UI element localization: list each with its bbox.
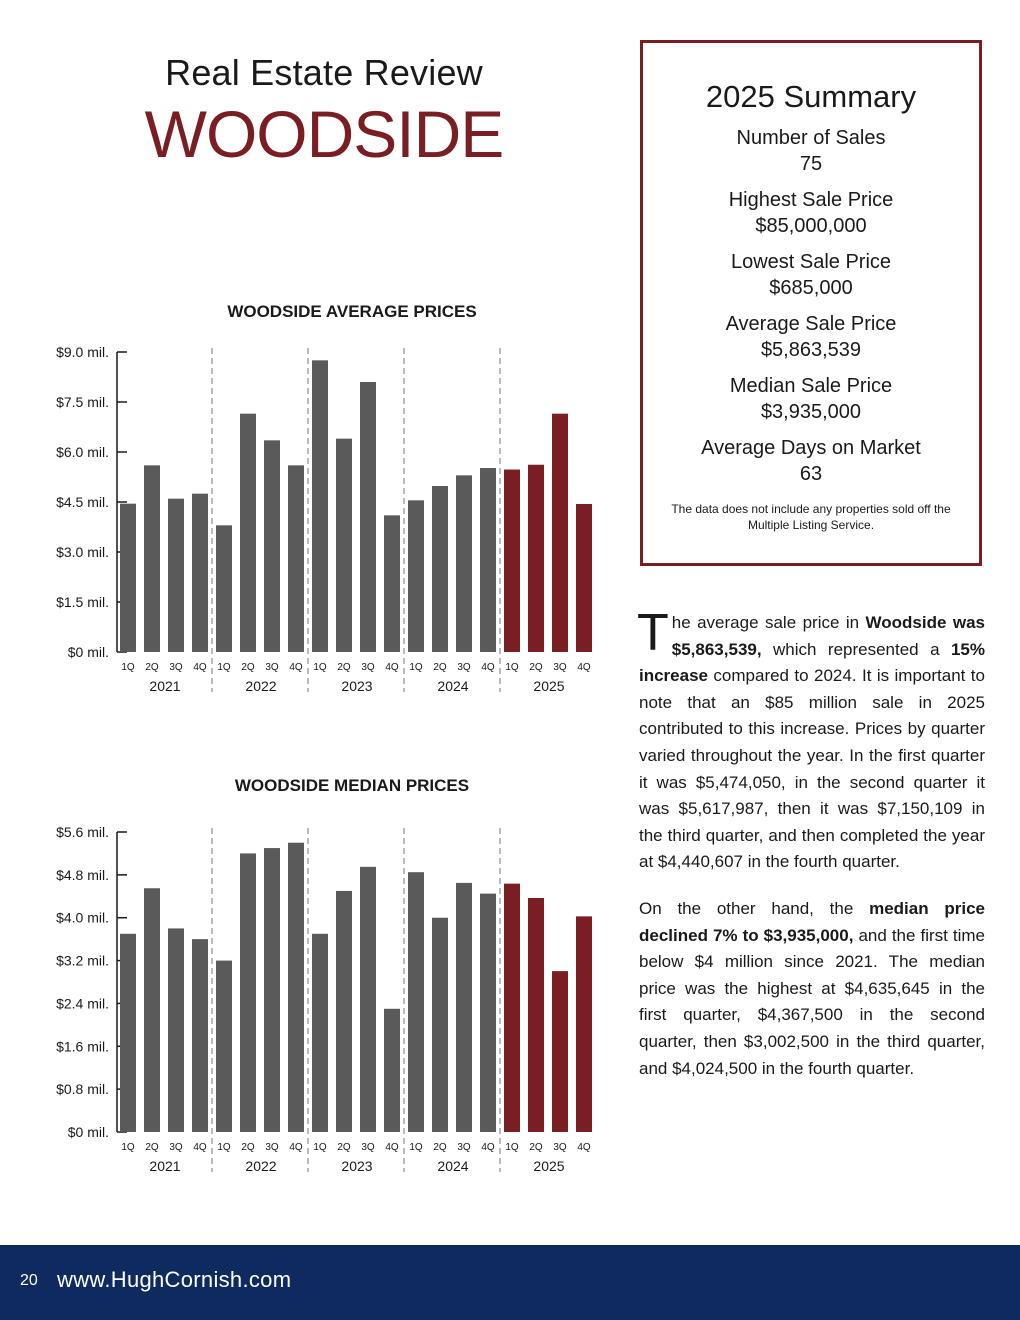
x-tick-label: 4Q (193, 662, 207, 673)
bar (456, 883, 472, 1132)
bar (192, 939, 208, 1132)
text-run: he average sale price in (671, 613, 866, 632)
bar (336, 439, 352, 652)
bar (312, 934, 328, 1132)
bar (504, 470, 520, 652)
bar (120, 504, 136, 652)
bar (432, 486, 448, 652)
bar (192, 494, 208, 652)
x-tick-label: 1Q (121, 662, 135, 673)
x-tick-label: 3Q (169, 1142, 183, 1153)
y-tick-label: $4.5 mil. (56, 494, 109, 510)
bold-run: 15% increase (639, 639, 985, 686)
y-tick-label: $1.5 mil. (56, 594, 109, 610)
median-prices-chart (0, 820, 610, 1185)
stat-value: $685,000 (769, 277, 853, 299)
stat-label: Average Days on Market (701, 437, 921, 459)
bar (168, 499, 184, 652)
stat-median-sale-price (643, 373, 979, 425)
x-tick-label: 3Q (553, 1142, 567, 1153)
summary-note: The data does not include any properties sold off the Multiple Listing Service. (671, 502, 951, 532)
y-tick-label: $3.0 mil. (56, 544, 109, 560)
bar (528, 898, 544, 1132)
article-paragraph-1 (637, 604, 986, 876)
bar (168, 928, 184, 1132)
bar (360, 382, 376, 652)
y-tick-label: $6.0 mil. (56, 444, 109, 460)
stat-value: 63 (799, 463, 823, 485)
bar (336, 891, 352, 1132)
bar (384, 1009, 400, 1132)
text-run: and the first time below $4 million since 2021. The median price was the highest at $4,635,645 in the first quarter, $4,367,500 in the second quarter, then $3,002,500 in the third quarter, and $4,024,500 in the fourth quarter. (639, 925, 985, 1078)
summary-title: 2025 Summary (705, 79, 917, 114)
bar (144, 888, 160, 1132)
bar (576, 504, 592, 652)
x-tick-label: 3Q (265, 1142, 279, 1153)
y-tick-label: $0.8 mil. (56, 1081, 109, 1098)
x-group-label: 2022 (245, 678, 277, 694)
x-tick-label: 1Q (217, 662, 231, 673)
x-tick-label: 1Q (505, 662, 519, 673)
y-tick-label: $3.2 mil. (56, 952, 109, 969)
x-group-label: 2023 (341, 1158, 373, 1174)
stat-label: Highest Sale Price (728, 189, 894, 211)
x-tick-label: 4Q (481, 1142, 495, 1153)
x-tick-label: 4Q (385, 1142, 399, 1153)
y-tick-label: $2.4 mil. (56, 995, 109, 1012)
y-tick-label: $0 mil. (67, 1124, 109, 1140)
bar (480, 468, 496, 652)
bold-run: Woodside was $5,863,539, (671, 613, 986, 659)
stat-number-of-sales (643, 125, 979, 177)
y-tick-label: $4.8 mil. (56, 866, 109, 883)
x-tick-label: 4Q (481, 662, 495, 673)
x-tick-label: 4Q (289, 1142, 303, 1153)
stat-highest-sale-price (643, 187, 979, 239)
bar (120, 934, 136, 1132)
median-chart-title: WOODSIDE MEDIAN PRICES (234, 776, 470, 795)
x-tick-label: 1Q (217, 1142, 231, 1153)
x-tick-label: 3Q (457, 662, 471, 673)
bold-run: median price declined 7% to $3,935,000, (639, 898, 985, 945)
text-run: On the other hand, the (639, 898, 870, 918)
stat-lowest-sale-price (643, 249, 979, 301)
drop-cap: T (637, 604, 669, 662)
text-run: which represented a (761, 639, 951, 659)
y-tick-label: $9.0 mil. (56, 344, 109, 360)
x-tick-label: 4Q (289, 662, 303, 673)
x-tick-label: 3Q (553, 662, 567, 673)
x-tick-label: 4Q (577, 1142, 591, 1153)
bar (408, 500, 424, 652)
average-chart-title: WOODSIDE AVERAGE PRICES (227, 302, 477, 321)
x-group-label: 2021 (149, 1158, 181, 1174)
bar (504, 884, 520, 1132)
stat-label: Average Sale Price (725, 313, 897, 335)
bar (216, 525, 232, 652)
footer-bar (0, 1245, 1020, 1320)
page-subtitle: Real Estate Review (165, 52, 483, 93)
x-tick-label: 2Q (337, 662, 351, 673)
y-tick-label: $0 mil. (67, 644, 109, 660)
x-tick-label: 2Q (241, 1142, 255, 1153)
summary-box (640, 40, 982, 566)
x-group-label: 2025 (533, 1158, 565, 1174)
x-tick-label: 4Q (193, 1142, 207, 1153)
bar (552, 414, 568, 652)
x-tick-label: 2Q (529, 1142, 543, 1153)
stat-label: Lowest Sale Price (730, 251, 892, 273)
bar (432, 918, 448, 1132)
x-tick-label: 1Q (121, 1142, 135, 1153)
bar (288, 843, 304, 1132)
x-tick-label: 2Q (241, 662, 255, 673)
stat-value: $3,935,000 (760, 401, 862, 423)
bar (264, 848, 280, 1132)
bar (384, 515, 400, 652)
x-group-label: 2023 (341, 678, 373, 694)
x-tick-label: 1Q (313, 662, 327, 673)
page-title: WOODSIDE (144, 97, 504, 171)
bar (552, 971, 568, 1132)
x-tick-label: 3Q (361, 662, 375, 673)
x-tick-label: 2Q (337, 1142, 351, 1153)
bar (456, 475, 472, 652)
stat-label: Median Sale Price (729, 375, 893, 397)
bar (360, 867, 376, 1132)
x-tick-label: 1Q (409, 1142, 423, 1153)
y-tick-label: $7.5 mil. (56, 394, 109, 410)
page-number: 20 (20, 1272, 38, 1289)
y-tick-label: $4.0 mil. (56, 909, 109, 926)
x-tick-label: 2Q (145, 1142, 159, 1153)
bar (528, 465, 544, 652)
x-tick-label: 3Q (361, 1142, 375, 1153)
x-tick-label: 3Q (169, 662, 183, 673)
text-run: compared to 2024. It is important to note that an $85 million sale in 2025 contributed to this increase. Prices by quarter varied throughout the year. In the first quarter it was $5,474,050, in the second quarter it was $5,617,987, then it was $7,150,109 in the third quarter, and then completed the year at $4,440,607 in the fourth quarter. (639, 666, 985, 872)
bar (408, 872, 424, 1132)
bar (216, 961, 232, 1132)
stat-label: Number of Sales (736, 127, 886, 149)
stat-average-sale-price (643, 311, 979, 363)
x-tick-label: 3Q (265, 662, 279, 673)
x-tick-label: 2Q (145, 662, 159, 673)
x-group-label: 2021 (149, 678, 181, 694)
x-tick-label: 3Q (457, 1142, 471, 1153)
x-tick-label: 4Q (577, 662, 591, 673)
stat-average-days-on-market (643, 435, 979, 487)
x-tick-label: 2Q (433, 662, 447, 673)
x-group-label: 2024 (437, 678, 469, 694)
x-tick-label: 4Q (385, 662, 399, 673)
bar (144, 465, 160, 652)
website-link[interactable]: www.HughCornish.com (57, 1267, 292, 1292)
bar (576, 916, 592, 1132)
bar (240, 414, 256, 652)
bar (264, 440, 280, 652)
bar (312, 360, 328, 652)
x-tick-label: 1Q (409, 662, 423, 673)
y-tick-label: $5.6 mil. (56, 824, 109, 840)
y-tick-label: $1.6 mil. (56, 1038, 109, 1055)
stat-value: $5,863,539 (760, 339, 862, 361)
bar (480, 894, 496, 1132)
article-text (637, 604, 986, 1102)
x-group-label: 2022 (245, 1158, 277, 1174)
x-tick-label: 2Q (529, 662, 543, 673)
stat-value: 75 (799, 153, 823, 175)
bar (240, 853, 256, 1132)
x-group-label: 2025 (533, 678, 565, 694)
x-tick-label: 1Q (313, 1142, 327, 1153)
bar (288, 465, 304, 652)
stat-value: $85,000,000 (755, 215, 867, 237)
x-tick-label: 1Q (505, 1142, 519, 1153)
article-paragraph-2 (639, 896, 985, 1082)
x-tick-label: 2Q (433, 1142, 447, 1153)
average-prices-chart (0, 340, 610, 705)
x-group-label: 2024 (437, 1158, 469, 1174)
